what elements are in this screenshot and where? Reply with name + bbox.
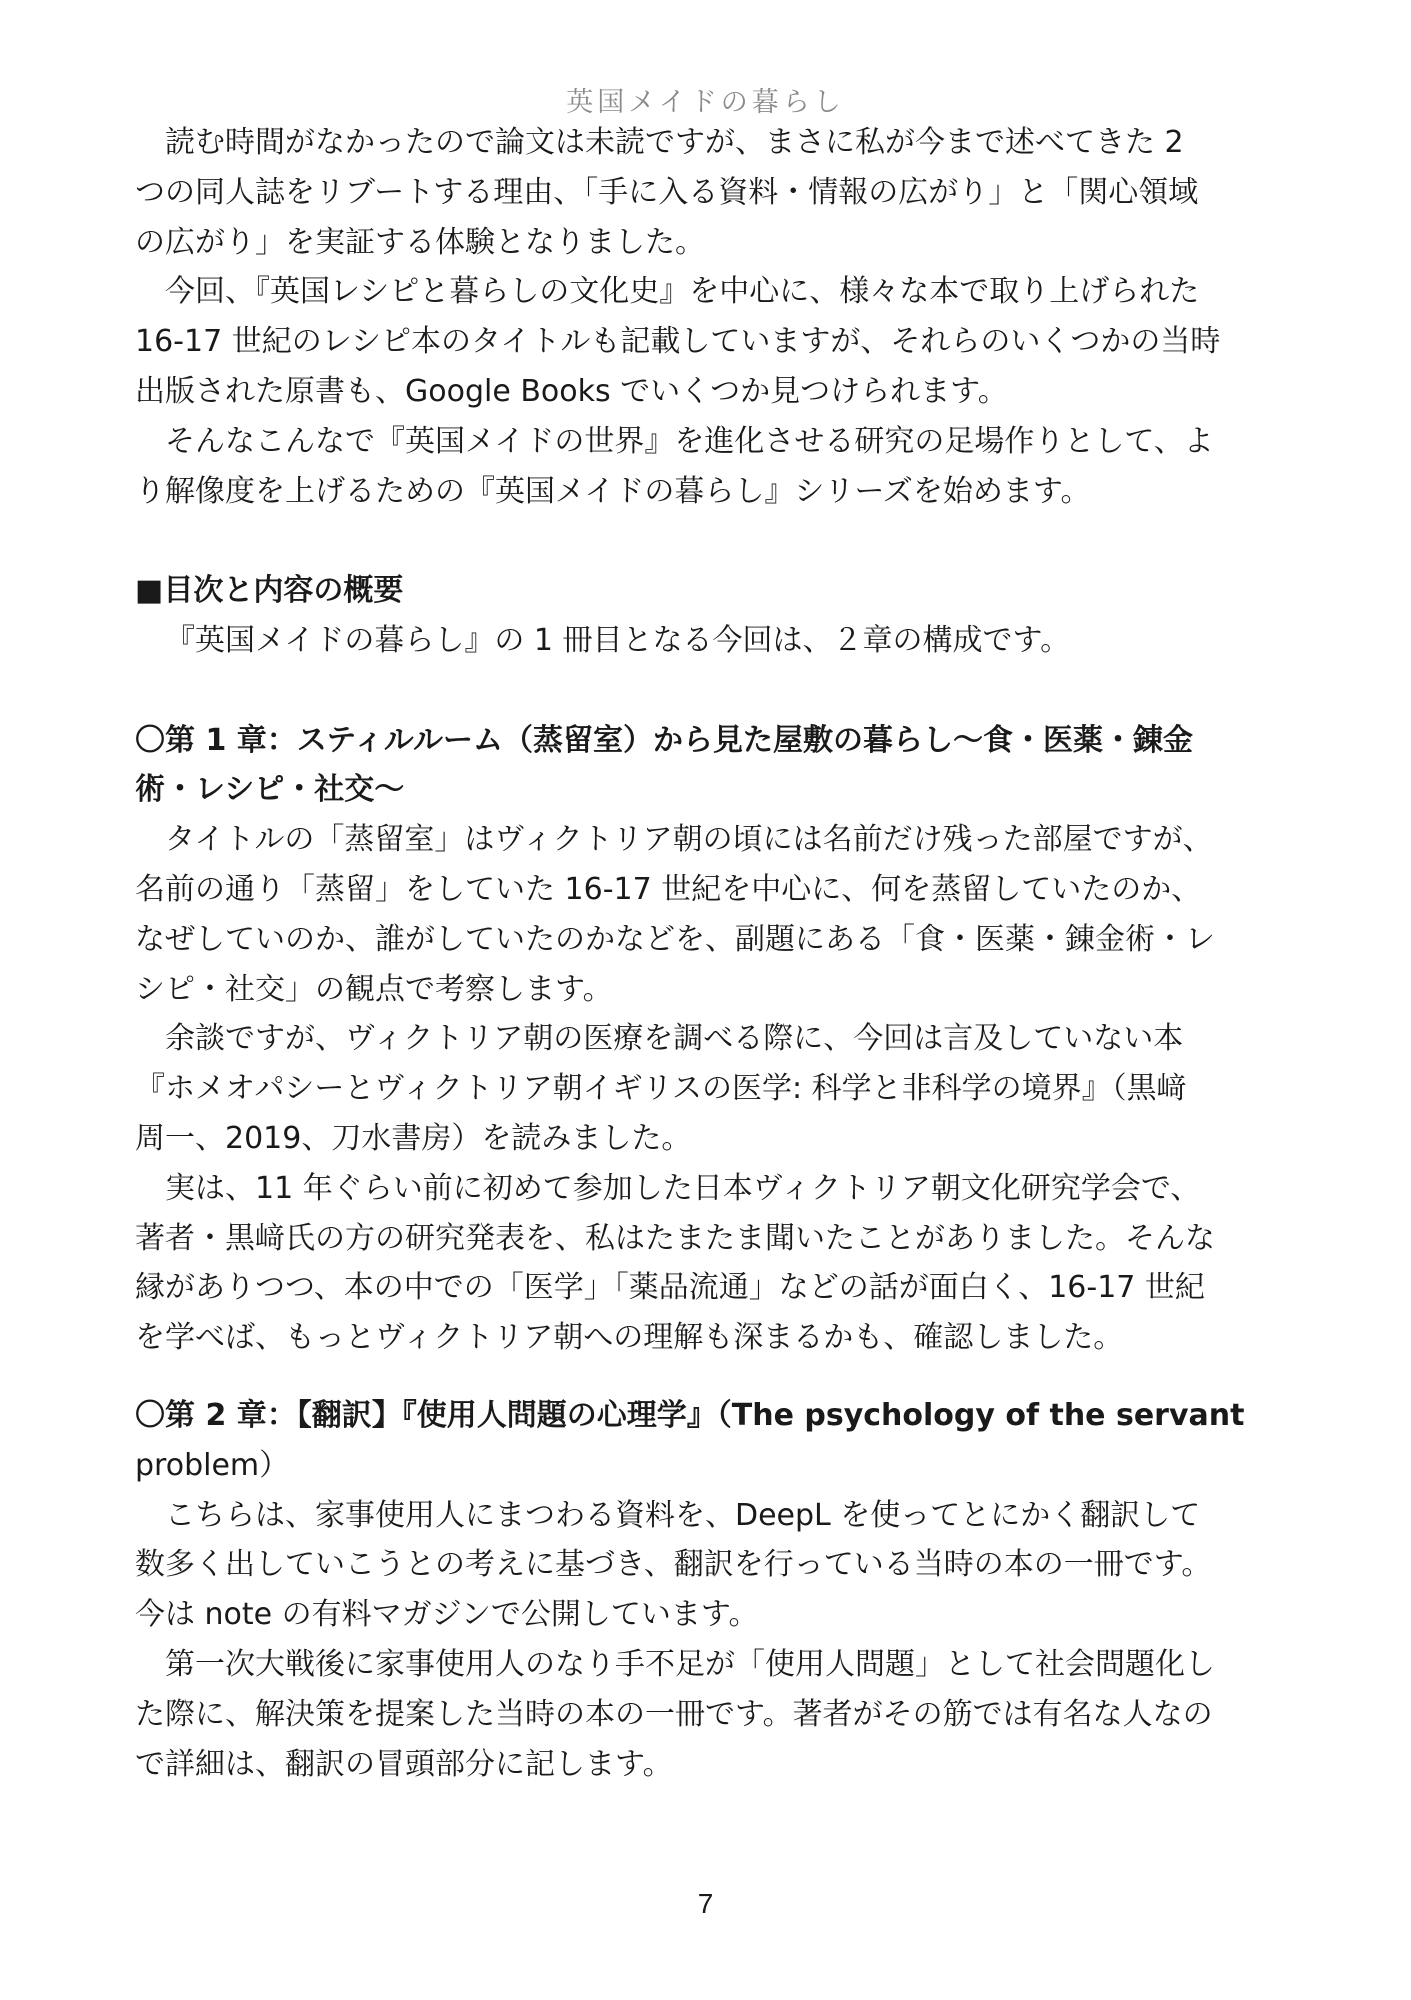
text-line: 周一、2019、刀水書房）を読みました。 xyxy=(135,1120,692,1156)
text-line: を学べば、もっとヴィクトリア朝への理解も深まるかも、確認しました。 xyxy=(135,1320,1124,1356)
text-line: 今回、『英国レシピと暮らしの文化史』を中心に、様々な本で取り上げられた xyxy=(165,274,1200,310)
text-line: 今は note の有料マガジンで公開しています。 xyxy=(135,1597,759,1633)
text-line: 第一次大戦後に家事使用人のなり手不足が「使用人問題」として社会問題化し xyxy=(165,1646,1215,1682)
text-line: の広がり」を実証する体験となりました。 xyxy=(135,224,705,260)
text-line: つの同人誌をリブートする理由、「手に入る資料・情報の広がり」と「関心領域 xyxy=(135,174,1199,210)
intro-paragraph-2 xyxy=(135,267,1285,416)
text-line: 出版された原書も、Google Books でいくつか見つけられます。 xyxy=(135,373,1008,409)
text-line: タイトルの「蒸留室」はヴィクトリア朝の頃には名前だけ残った部屋ですが、 xyxy=(165,822,1213,858)
chapter-2-section xyxy=(135,1391,1285,1789)
text-line: 数多く出していこうとの考えに基づき、翻訳を行っている当時の本の一冊です。 xyxy=(135,1547,1212,1583)
intro-paragraph-3 xyxy=(135,417,1285,517)
blank-line xyxy=(135,516,1285,566)
chapter-2-heading: 〇第 2 章：【翻訳】『使用人問題の心理学』（The psychology of the servant xyxy=(135,1397,1245,1433)
text-line: こちらは、家事使用人にまつわる資料を、DeepL を使ってとにかく翻訳して xyxy=(165,1497,1201,1533)
text-line: 読む時間がなかったので論文は未読ですが、まさに私が今まで述べてきた 2 xyxy=(165,125,1184,160)
text-line: 縁がありつつ、本の中での「医学」「薬品流通」などの話が面白く、16-17 世紀 xyxy=(135,1270,1205,1306)
text-line: 余談ですが、ヴィクトリア朝の医療を調べる際に、今回は言及していない本 xyxy=(165,1021,1184,1057)
toc-text: 『英国メイドの暮らし』の 1 冊目となる今回は、２章の構成です。 xyxy=(165,622,1071,658)
text-line: 実は、11 年ぐらい前に初めて参加した日本ヴィクトリア朝文化研究学会で、 xyxy=(165,1170,1201,1206)
text-line: 『ホメオパシーとヴィクトリア朝イギリスの医学: 科学と非科学の境界』（黒﨑 xyxy=(135,1071,1187,1107)
chapter-1-heading: 術・レシピ・社交〜 xyxy=(135,772,405,808)
text-line: で詳細は、翻訳の冒頭部分に記します。 xyxy=(135,1746,673,1782)
text-line: シピ・社交」の観点で考察します。 xyxy=(135,971,613,1007)
intro-paragraph-1 xyxy=(135,118,1285,267)
toc-section xyxy=(135,566,1285,666)
text-line: そんなこんなで『英国メイドの世界』を進化させる研究の足場作りとして、よ xyxy=(165,423,1214,459)
text-line: り解像度を上げるための『英国メイドの暮らし』シリーズを始めます。 xyxy=(135,473,1091,509)
text-line: なぜしていのか、誰がしていたのかなどを、副題にある「食・医薬・錬金術・レ xyxy=(135,921,1215,957)
text-line: た際に、解決策を提案した当時の本の一冊です。著者がその筋では有名な人なの xyxy=(135,1696,1213,1732)
text-line: 16-17 世紀のレシピ本のタイトルも記載していますが、それらのいくつかの当時 xyxy=(135,324,1221,360)
chapter-2-heading: problem） xyxy=(135,1447,290,1483)
body-text xyxy=(135,118,1285,1789)
chapter-1-section xyxy=(135,716,1285,1363)
page-number: 7 xyxy=(697,1888,714,1919)
chapter-1-heading: 〇第 1 章：スティルルーム（蒸留室）から見た屋敷の暮らし〜食・医薬・錬金 xyxy=(135,722,1194,758)
running-header: 英国メイドの暮らし xyxy=(566,87,845,118)
blank-line xyxy=(135,1363,1285,1391)
blank-line xyxy=(135,666,1285,716)
toc-heading: ■目次と内容の概要 xyxy=(135,573,404,609)
text-line: 名前の通り「蒸留」をしていた 16-17 世紀を中心に、何を蒸留していたのか、 xyxy=(135,871,1202,907)
text-line: 著者・黒﨑氏の方の研究発表を、私はたまたま聞いたことがありました。そんな xyxy=(135,1220,1215,1256)
